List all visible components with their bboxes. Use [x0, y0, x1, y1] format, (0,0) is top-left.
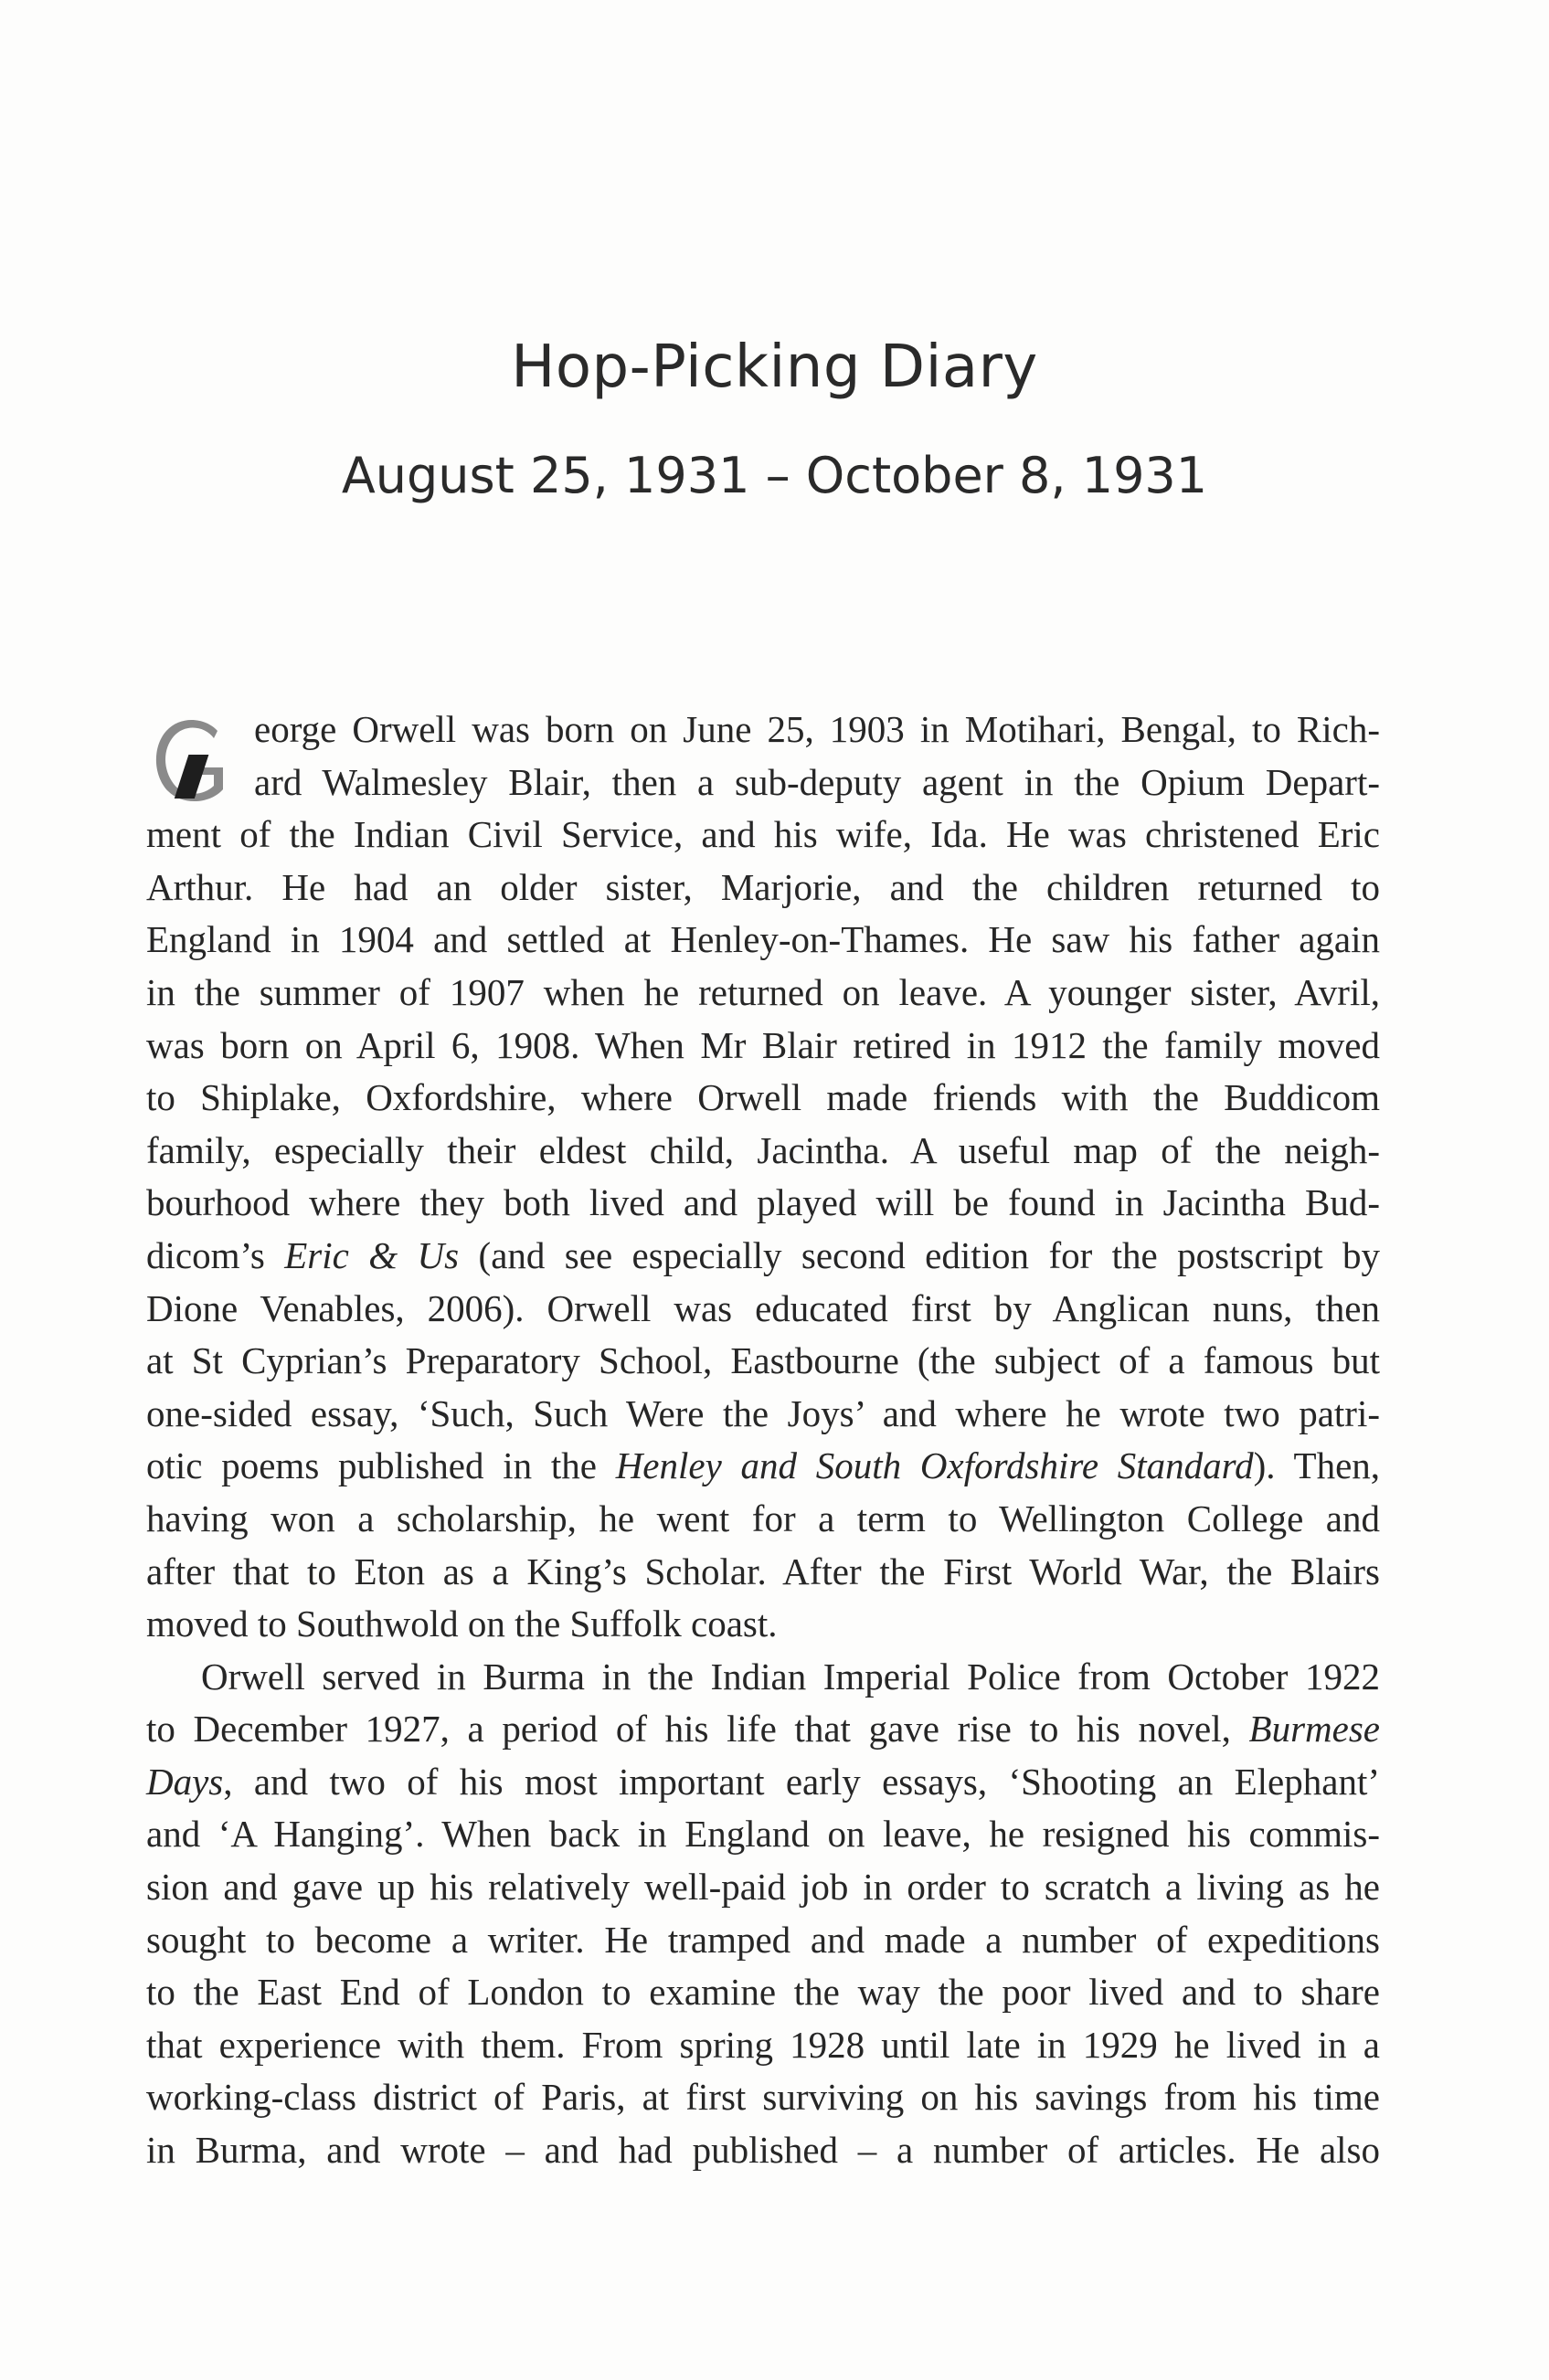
- paragraph-line: working-class district of Paris, at first surviving on his savings from his time: [146, 2076, 1380, 2119]
- book-title-burmese-days: Burmese: [1248, 1708, 1380, 1751]
- paragraph-line: Arthur. He had an older sister, Marjorie, and the children returned to: [146, 865, 1380, 908]
- paragraph-line: at St Cyprian’s Preparatory School, Eastbourne (the subject of a famous but: [146, 1339, 1380, 1382]
- paragraph-line: and ‘A Hanging’. When back in England on leave, he resigned his commis-: [146, 1813, 1380, 1856]
- paragraph-line: sought to become a writer. He tramped and made a number of expeditions: [146, 1918, 1380, 1961]
- paragraph-line: one-sided essay, ‘Such, Such Were the Joys’ and where he wrote two patri-: [146, 1391, 1380, 1434]
- paragraph-line: after that to Eton as a King’s Scholar. After the First World War, the Blairs: [146, 1550, 1380, 1592]
- book-title-burmese-days-cont: Days: [146, 1760, 224, 1803]
- publication-title: Henley and South Oxfordshire Standard: [615, 1444, 1254, 1487]
- text-run: dicom’s: [146, 1233, 285, 1276]
- text-run: (and see especially second edition for the postscript by: [459, 1233, 1381, 1276]
- paragraph-line: bourhood where they both lived and played will be found in Jacintha Bud-: [146, 1181, 1380, 1224]
- paragraph-line: ment of the Indian Civil Service, and his wife, Ida. He was christened Eric: [146, 813, 1380, 856]
- paragraph-line: eorge Orwell was born on June 25, 1903 in Motihari, Bengal, to Rich-: [254, 708, 1380, 750]
- paragraph-line: that experience with them. From spring 1928 until late in 1929 he lived in a: [146, 2023, 1380, 2066]
- paragraph-line: Orwell served in Burma in the Indian Imperial Police from October 1922: [201, 1655, 1380, 1698]
- paragraph-line: to Shiplake, Oxfordshire, where Orwell made friends with the Buddicom: [146, 1076, 1380, 1119]
- text-run: ). Then,: [1253, 1444, 1381, 1487]
- paragraph-line: [146, 1756, 1380, 1809]
- paragraph-line: in the summer of 1907 when he returned on leave. A younger sister, Avril,: [146, 970, 1380, 1013]
- text-run: , and two of his most important early essays, ‘Shooting an Elephant’: [223, 1760, 1380, 1803]
- chapter-dates: August 25, 1931 – October 8, 1931: [341, 447, 1208, 504]
- paragraph-line: Dione Venables, 2006). Orwell was educated first by Anglican nuns, then: [146, 1286, 1380, 1329]
- chapter-title: Hop-Picking Diary: [511, 333, 1038, 401]
- paragraph-line: ard Walmesley Blair, then a sub-deputy agent in the Opium Depart-: [254, 760, 1380, 803]
- paragraph-line: family, especially their eldest child, Jacintha. A useful map of the neigh-: [146, 1128, 1380, 1171]
- body-text: [146, 703, 1380, 2177]
- paragraph-line: [146, 1230, 1380, 1283]
- text-run: otic poems published in the: [146, 1444, 616, 1487]
- paragraph-line: having won a scholarship, he went for a term to Wellington College and: [146, 1497, 1380, 1539]
- paragraph-line: England in 1904 and settled at Henley-on-Thames. He saw his father again: [146, 918, 1380, 961]
- paragraph-line: was born on April 6, 1908. When Mr Blair retired in 1912 the family moved: [146, 1023, 1380, 1066]
- paragraph-line: sion and gave up his relatively well-paid job in order to scratch a living as he: [146, 1866, 1380, 1909]
- paragraph-line: moved to Southwold on the Suffolk coast.: [146, 1603, 778, 1645]
- paragraph-line: [146, 1440, 1380, 1493]
- paragraph-line: in Burma, and wrote – and had published – a number of articles. He also: [146, 2129, 1380, 2172]
- text-run: to December 1927, a period of his life that gave rise to his novel,: [146, 1708, 1249, 1751]
- book-title-eric-and-us: Eric & Us: [284, 1233, 460, 1276]
- paragraph-line: to the East End of London to examine the way the poor lived and to share: [146, 1971, 1380, 2014]
- paragraph-line: [146, 1703, 1380, 1756]
